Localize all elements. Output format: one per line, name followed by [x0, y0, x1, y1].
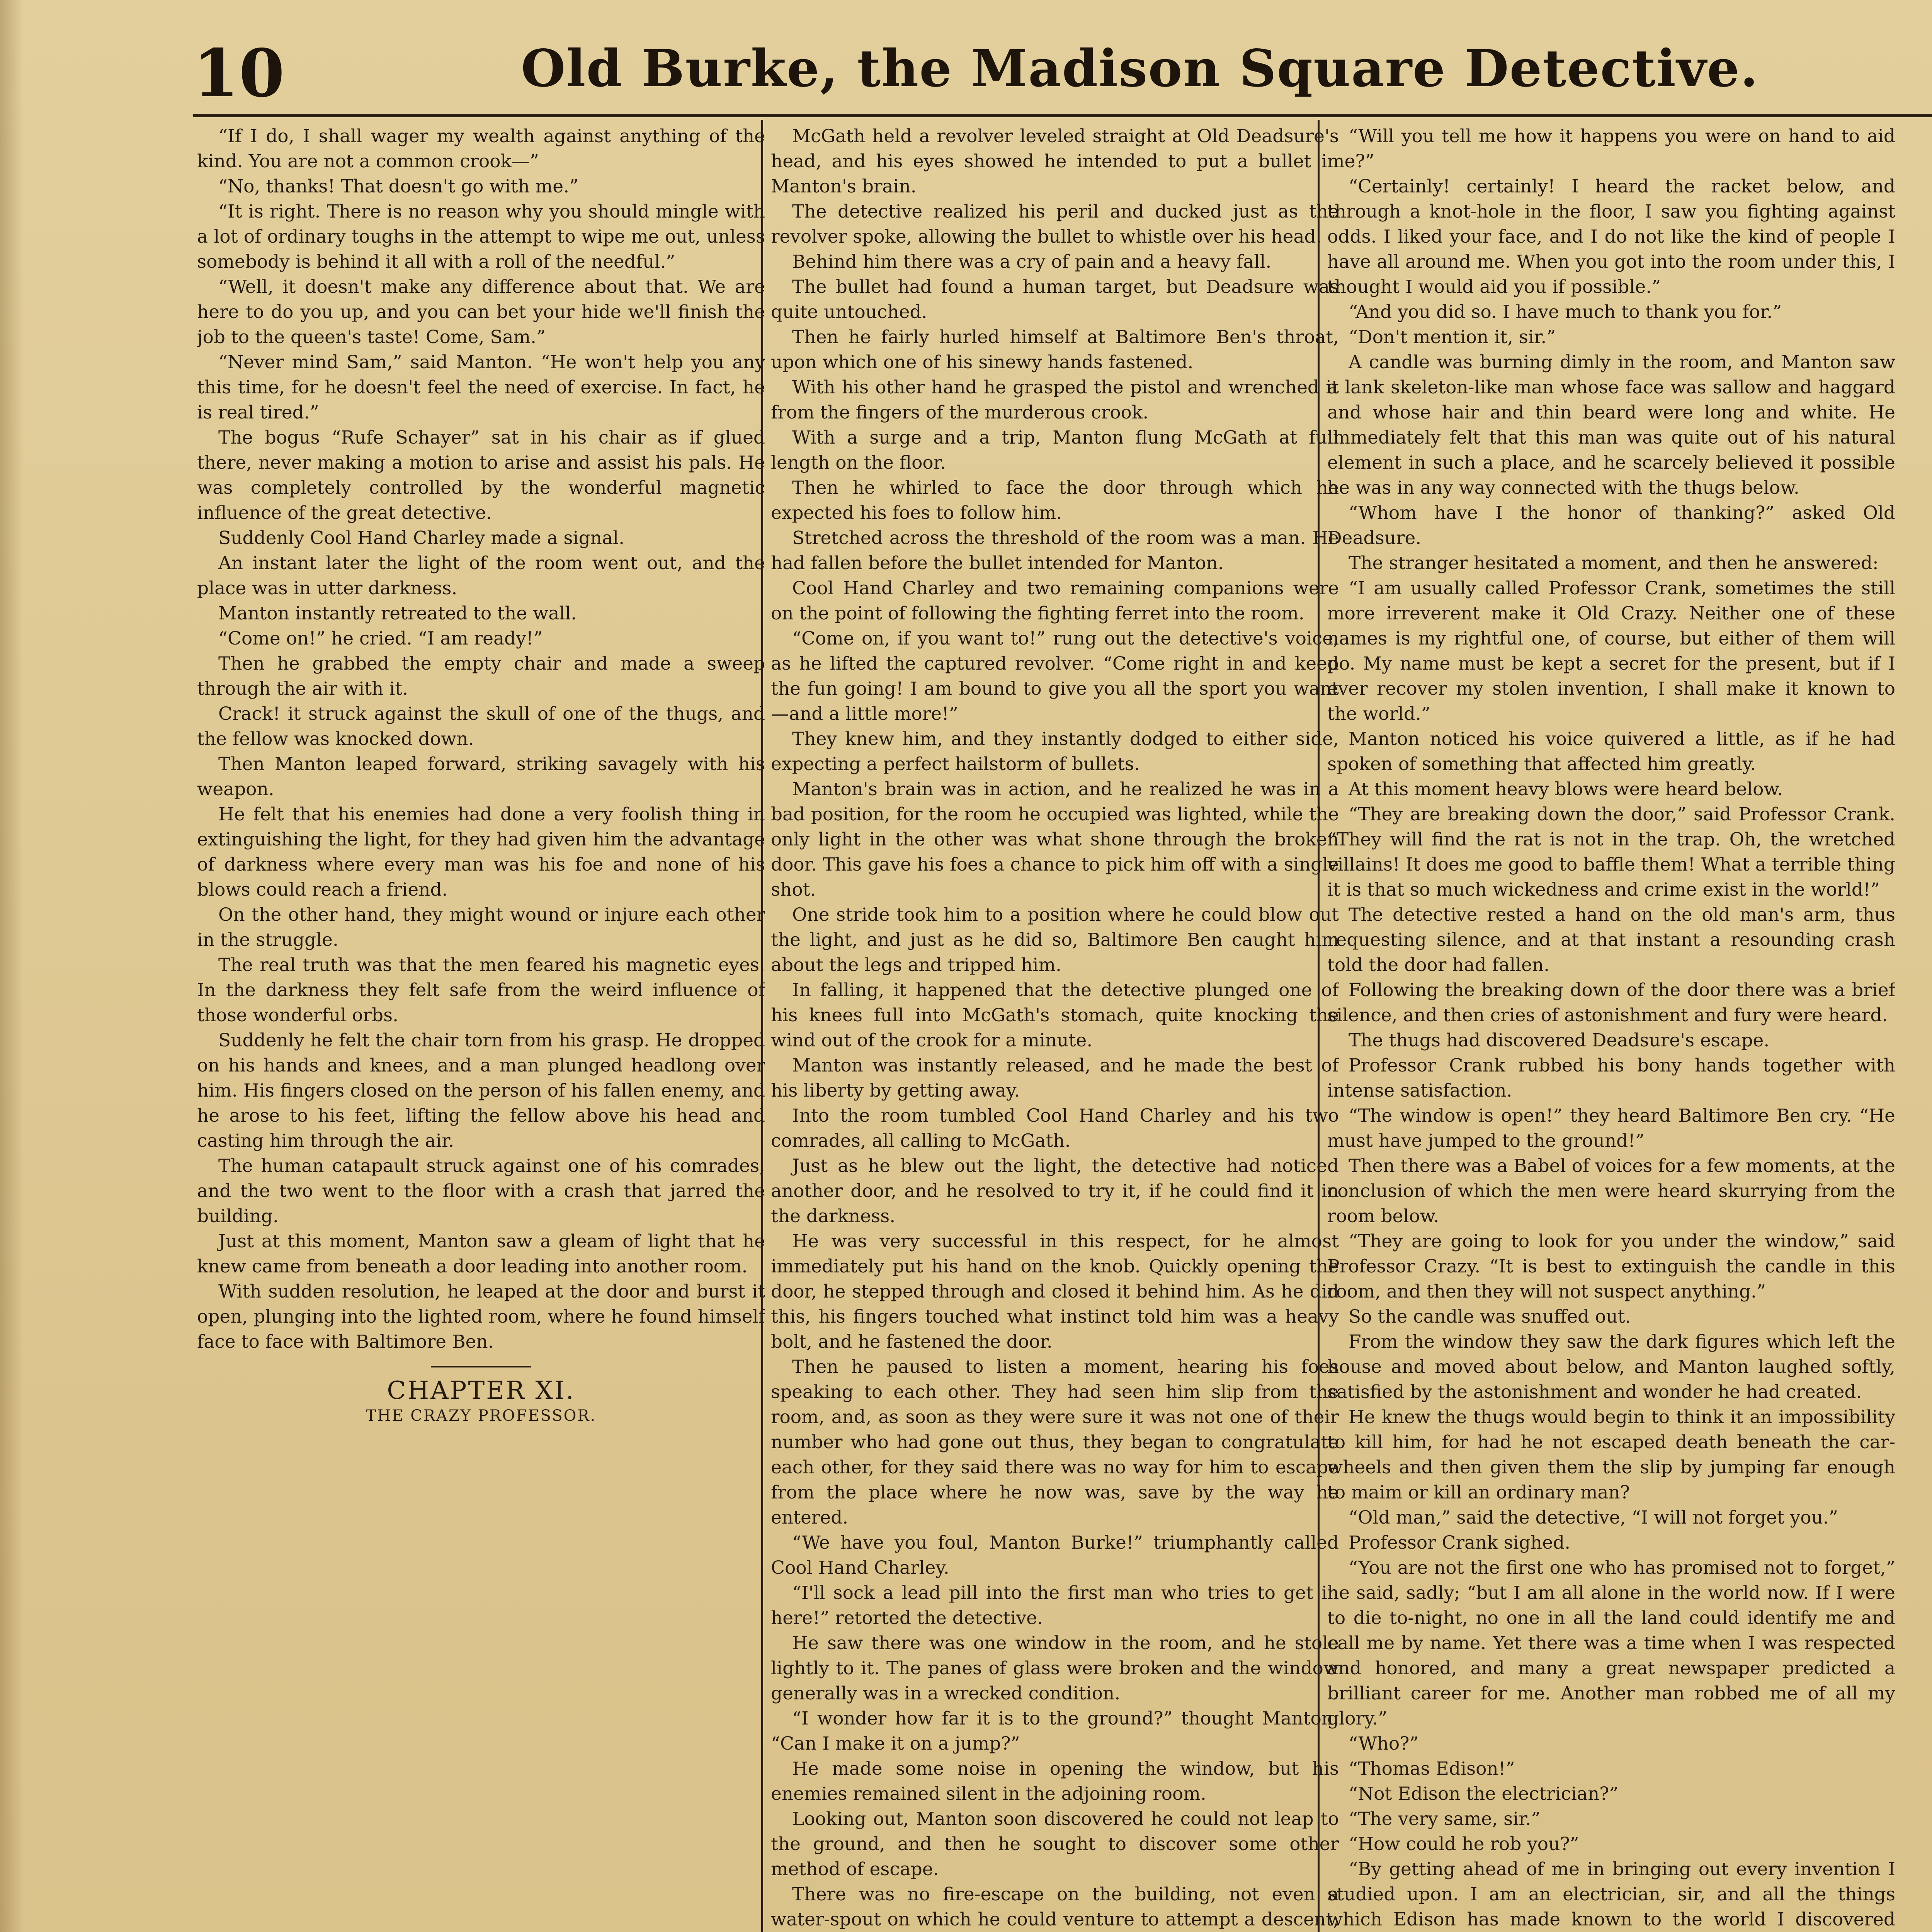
paragraph: With sudden resolution, he leaped at the door and burst it open, plunging into the lighted room, where he found himself face to face with Baltimore Ben.	[197, 1281, 765, 1352]
paragraph: Then he fairly hurled himself at Baltimore Ben's throat, upon which one of his sinewy hands fastened.	[771, 327, 1339, 373]
paragraph: There was no fire-escape on the building, not even a water-spout on which he could venture to attempt a descent,	[771, 1884, 1339, 1930]
paragraph: He was very successful in this respect, for he almost immediately put his hand on the knob. Quickly opening the door, he stepped through and closed it behind him. As he did this, his fingers touched what instinct told him was a heavy bolt, and he fastened the door.	[771, 1231, 1339, 1352]
paragraph: “I am usually called Professor Crank, sometimes the still more irreverent make it Old Crazy. Neither one of these names is my rightful one, of course, but either of them will do. My name must be kept a secret for the present, but if I ever recover my stolen invention, I shall make it known to the world.”	[1327, 578, 1895, 724]
paragraph: A candle was burning dimly in the room, and Manton saw a lank skeleton-like man whose face was sallow and haggard and whose hair and thin beard were long and white. He immediately felt that this man was quite out of his natural element in such a place, and he scarcely believed it possible he was in any way connected with the thugs below.	[1327, 352, 1895, 498]
paragraph: The thugs had discovered Deadsure's escape.	[1349, 1030, 1770, 1051]
paragraph: Cool Hand Charley and two remaining companions were on the point of following the fighting ferret into the room.	[771, 578, 1339, 624]
paragraph: “Don't mention it, sir.”	[1349, 327, 1556, 348]
text-column-2	[771, 124, 1339, 1932]
running-title: Old Burke, the Madison Square Detective.	[521, 39, 1759, 99]
paragraph: Into the room tumbled Cool Hand Charley and his two comrades, all calling to McGath.	[771, 1105, 1339, 1151]
paragraph: With a surge and a trip, Manton flung McGath at full length on the floor.	[771, 427, 1339, 473]
paragraph: “Not Edison the electrician?”	[1349, 1783, 1619, 1804]
paragraph: “We have you foul, Manton Burke!” triumphantly called Cool Hand Charley.	[771, 1532, 1339, 1578]
paragraph: “Certainly! certainly! I heard the racket below, and through a knot-hole in the floor, I saw you fighting against odds. I liked your face, and I do not like the kind of people I have all around me. When you got into the room under this, I thought I would aid you if possible.”	[1327, 176, 1895, 298]
paragraph: Manton instantly retreated to the wall.	[218, 603, 577, 624]
paragraph: “By getting ahead of me in bringing out every invention I studied upon. I am an electrician, sir, and all the things which Edison has made known to the world I discovered	[1327, 1859, 1895, 1930]
text-column-1	[197, 124, 765, 1932]
paragraph: The bullet had found a human target, but Deadsure was quite untouched.	[771, 276, 1339, 323]
paragraph: “They are breaking down the door,” said Professor Crank. “They will find the rat is not in the trap. Oh, the wretched villains! It does me good to baffle them! What a terrible thing it is that so much wickedness and crime exist in the world!”	[1327, 804, 1895, 900]
paragraph: “Old man,” said the detective, “I will not forget you.”	[1349, 1507, 1838, 1528]
paragraph: “They are going to look for you under the window,” said Professor Crazy. “It is best to extinguish the candle in this room, and then they will not suspect anything.”	[1327, 1231, 1895, 1302]
paragraph: The bogus “Rufe Schayer” sat in his chair as if glued there, never making a motion to arise and assist his pals. He was completely controlled by the wonderful magnetic influence of the great detective.	[197, 427, 765, 524]
paragraph: Then he grabbed the empty chair and made a sweep through the air with it.	[197, 653, 765, 699]
chapter-subtitle: THE CRAZY PROFESSOR.	[366, 1407, 597, 1425]
chapter-rule	[431, 1366, 531, 1367]
chapter-title: CHAPTER XI.	[387, 1376, 575, 1405]
paragraph: He felt that his enemies had done a very foolish thing in extinguishing the light, for they had given him the advantage of darkness where every man was his foe and none of his blows could reach a friend.	[197, 804, 765, 900]
paragraph: With his other hand he grasped the pistol and wrenched it from the fingers of the murderous crook.	[771, 377, 1339, 423]
paragraph: The real truth was that the men feared his magnetic eyes. In the darkness they felt safe from the weird influence of those wonderful orbs.	[197, 954, 765, 1026]
paragraph: “How could he rob you?”	[1349, 1833, 1579, 1855]
paragraph: “You are not the first one who has promised not to forget,” he said, sadly; “but I am all alone in the world now. If I were to die to-night, no one in all the land could identify me and call me by name. Yet there was a time when I was respected and honored, and many a great newspaper predicted a brilliant career for me. Another man robbed me of all my glory.”	[1327, 1557, 1895, 1729]
paragraph: McGath held a revolver leveled straight at Old Deadsure's head, and his eyes showed he intended to put a bullet in Manton's brain.	[771, 126, 1339, 197]
paragraph: “Come on, if you want to!” rung out the detective's voice, as he lifted the captured revolver. “Come right in and keep the fun going! I am bound to give you all the sport you want—and a little more!”	[771, 628, 1339, 724]
paragraph: “Who?”	[1349, 1733, 1419, 1754]
paragraph: The detective rested a hand on the old man's arm, thus requesting silence, and at that instant a resounding crash told the door had fallen.	[1327, 904, 1895, 976]
paragraph: Manton was instantly released, and he made the best of his liberty by getting away.	[771, 1055, 1339, 1101]
paragraph: They knew him, and they instantly dodged to either side, expecting a perfect hailstorm of bullets.	[771, 728, 1339, 775]
paragraph: He saw there was one window in the room, and he stole lightly to it. The panes of glass were broken and the window generally was in a wrecked condition.	[771, 1633, 1339, 1704]
paragraph: “No, thanks! That doesn't go with me.”	[218, 176, 579, 197]
paragraph: Manton noticed his voice quivered a little, as if he had spoken of something that affected him greatly.	[1327, 728, 1895, 775]
paragraph: Looking out, Manton soon discovered he could not leap to the ground, and then he sought to discover some other method of escape.	[771, 1808, 1339, 1880]
paragraph: Suddenly Cool Hand Charley made a signal.	[218, 527, 625, 549]
paragraph: “The window is open!” they heard Baltimore Ben cry. “He must have jumped to the ground!”	[1327, 1105, 1895, 1151]
paragraph: So the candle was snuffed out.	[1349, 1306, 1631, 1327]
paragraph: “Thomas Edison!”	[1349, 1758, 1515, 1779]
paragraph: He knew the thugs would begin to think it an impossibility to kill him, for had he not escaped death beneath the car-wheels and then given them the slip by jumping far enough to maim or kill an ordinary man?	[1327, 1406, 1895, 1503]
text-column-3	[1327, 124, 1895, 1932]
header-rule	[193, 114, 1932, 117]
paragraph: “If I do, I shall wager my wealth against anything of the kind. You are not a common crook—”	[197, 126, 765, 172]
paragraph: In falling, it happened that the detective plunged one of his knees full into McGath's stomach, quite knocking the wind out of the crook for a minute.	[771, 980, 1339, 1051]
paragraph: “Whom have I the honor of thanking?” asked Old Deadsure.	[1327, 502, 1895, 549]
paragraph: From the window they saw the dark figures which left the house and moved about below, and Manton laughed softly, satisfied by the astonishment and wonder he had created.	[1327, 1331, 1895, 1403]
paragraph: Then he whirled to face the door through which he expected his foes to follow him.	[771, 477, 1339, 524]
paragraph: “Will you tell me how it happens you were on hand to aid me?”	[1327, 126, 1895, 172]
paragraph: “I wonder how far it is to the ground?” thought Manton. “Can I make it on a jump?”	[771, 1708, 1339, 1754]
column-1-body	[197, 124, 765, 1354]
paragraph: Manton's brain was in action, and he realized he was in a bad position, for the room he occupied was lighted, while the only light in the other was what shone through the broken door. This gave his foes a chance to pick him off with a single shot.	[771, 779, 1339, 900]
paragraph: Professor Crank rubbed his bony hands together with intense satisfaction.	[1327, 1055, 1895, 1101]
paragraph: The detective realized his peril and ducked just as the revolver spoke, allowing the bullet to whistle over his head.	[771, 201, 1339, 247]
paragraph: Suddenly he felt the chair torn from his grasp. He dropped on his hands and knees, and a man plunged headlong over him. His fingers closed on the person of his fallen enemy, and he arose to his feet, lifting the fellow above his head and casting him through the air.	[197, 1030, 765, 1151]
paragraph: The human catapault struck against one of his comrades, and the two went to the floor with a crash that jarred the building.	[197, 1155, 765, 1227]
paragraph: “Never mind Sam,” said Manton. “He won't help you any this time, for he doesn't feel the need of exercise. In fact, he is real tired.”	[197, 352, 765, 423]
paragraph: One stride took him to a position where he could blow out the light, and just as he did so, Baltimore Ben caught him about the legs and tripped him.	[771, 904, 1339, 976]
paragraph: “It is right. There is no reason why you should mingle with a lot of ordinary toughs in the attempt to wipe me out, unless somebody is behind it all with a roll of the needful.”	[197, 201, 765, 272]
paragraph: Then there was a Babel of voices for a few moments, at the conclusion of which the men were heard skurrying from the room below.	[1327, 1155, 1895, 1227]
paragraph: Just at this moment, Manton saw a gleam of light that he knew came from beneath a door leading into another room.	[197, 1231, 765, 1277]
paragraph: Stretched across the threshold of the room was a man. He had fallen before the bullet intended for Manton.	[771, 527, 1339, 574]
paragraph: The stranger hesitated a moment, and then he answered:	[1349, 553, 1879, 574]
paragraph: “The very same, sir.”	[1349, 1808, 1541, 1830]
paragraph: “I'll sock a lead pill into the first man who tries to get in here!” retorted the detective.	[771, 1582, 1339, 1629]
page-number: 10	[193, 35, 285, 112]
paragraph: Then he paused to listen a moment, hearing his foes speaking to each other. They had seen him slip from the room, and, as soon as they were sure it was not one of their number who had gone out thus, they began to congratulate each other, for they said there was no way for him to escape from the place where he now was, save by the way he entered.	[771, 1356, 1339, 1528]
paragraph: Professor Crank sighed.	[1349, 1532, 1571, 1553]
paragraph: He made some noise in opening the window, but his enemies remained silent in the adjoining room.	[771, 1758, 1339, 1804]
paragraph: Just as he blew out the light, the detective had noticed another door, and he resolved to try it, if he could find it in the darkness.	[771, 1155, 1339, 1227]
paragraph: Crack! it struck against the skull of one of the thugs, and the fellow was knocked down.	[197, 703, 765, 750]
paragraph: Behind him there was a cry of pain and a heavy fall.	[792, 251, 1272, 272]
paragraph: Then Manton leaped forward, striking savagely with his weapon.	[197, 753, 765, 800]
paragraph: An instant later the light of the room went out, and the place was in utter darkness.	[197, 553, 765, 599]
paragraph: On the other hand, they might wound or injure each other in the struggle.	[197, 904, 765, 951]
paragraph: “Well, it doesn't make any difference about that. We are here to do you up, and you can bet your hide we'll finish the job to the queen's taste! Come, Sam.”	[197, 276, 765, 348]
paragraph: At this moment heavy blows were heard below.	[1349, 779, 1783, 800]
paragraph: “Come on!” he cried. “I am ready!”	[218, 628, 543, 649]
page-edge-shadow	[0, 0, 23, 1932]
paragraph: “And you did so. I have much to thank you for.”	[1349, 301, 1782, 323]
paragraph: Following the breaking down of the door there was a brief silence, and then cries of astonishment and fury were heard.	[1327, 980, 1895, 1026]
